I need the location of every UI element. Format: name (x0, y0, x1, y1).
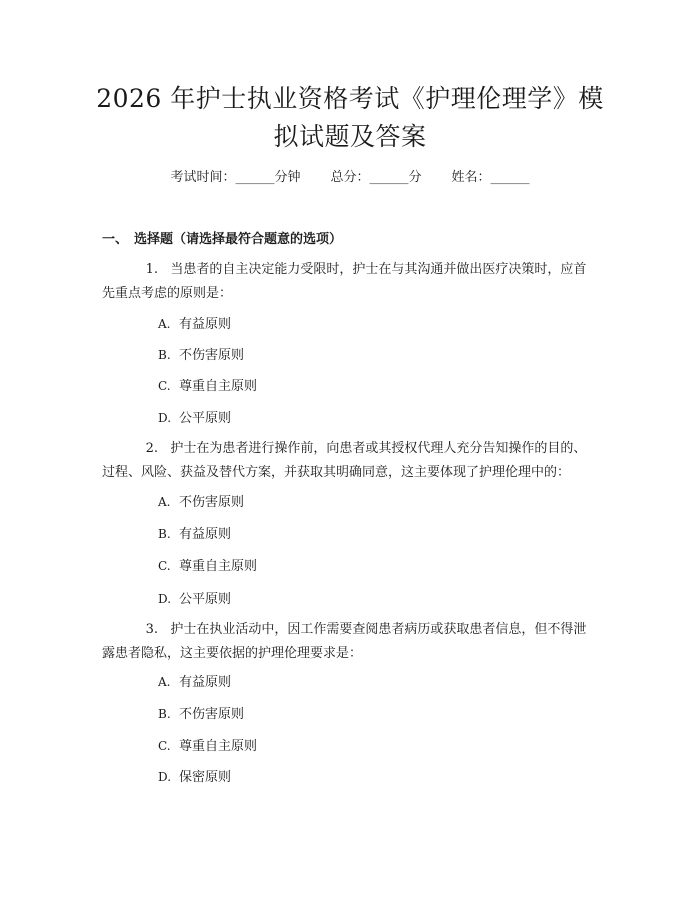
option-3b[interactable]: B. 不伤害原则 (158, 707, 245, 722)
option-1d[interactable]: D. 公平原则 (158, 411, 232, 426)
question-3 (102, 618, 602, 666)
question-number: 3. (145, 622, 158, 637)
question-2 (102, 437, 602, 485)
question-text-line-1: 当患者的自主决定能力受限时，护士在与其沟通并做出医疗决策时，应首 (170, 262, 587, 277)
question-text-line-1: 护士在为患者进行操作前，向患者或其授权代理人充分告知操作的目的、 (170, 441, 587, 456)
option-2a[interactable]: A. 不伤害原则 (158, 495, 245, 510)
option-1b[interactable]: B. 不伤害原则 (158, 348, 245, 363)
exam-info-line (0, 168, 700, 188)
option-3d[interactable]: D. 保密原则 (158, 770, 232, 785)
question-number: 1. (145, 262, 158, 277)
section-number: 一、 (102, 232, 129, 247)
question-text-line-2: 露患者隐私，这主要依据的护理伦理要求是： (102, 646, 363, 661)
title-line-1: 2026 年护士执业资格考试《护理伦理学》模 (96, 84, 604, 113)
option-1c[interactable]: C. 尊重自主原则 (158, 379, 258, 394)
option-2b[interactable]: B. 有益原则 (158, 527, 232, 542)
question-text-line-2: 先重点考虑的原则是： (102, 286, 233, 301)
option-2c[interactable]: C. 尊重自主原则 (158, 559, 258, 574)
exam-time-field: 考试时间：______分钟 (170, 170, 301, 185)
option-2d[interactable]: D. 公平原则 (158, 592, 232, 607)
document-title (90, 80, 610, 156)
title-line-2: 拟试题及答案 (273, 122, 427, 151)
total-score-field: 总分：______分 (330, 170, 422, 185)
question-text-line-2: 过程、风险、获益及替代方案，并获取其明确同意，这主要体现了护理伦理中的： (102, 465, 571, 480)
option-3a[interactable]: A. 有益原则 (158, 675, 232, 690)
option-1a[interactable]: A. 有益原则 (158, 317, 232, 332)
section-title: 选择题（请选择最符合题意的选项） (134, 232, 343, 247)
question-number: 2. (145, 441, 158, 456)
question-1 (102, 258, 602, 306)
section-heading (102, 230, 342, 250)
question-text-line-1: 护士在执业活动中，因工作需要查阅患者病历或获取患者信息，但不得泄 (170, 622, 587, 637)
option-3c[interactable]: C. 尊重自主原则 (158, 739, 258, 754)
name-field: 姓名：______ (451, 170, 530, 185)
